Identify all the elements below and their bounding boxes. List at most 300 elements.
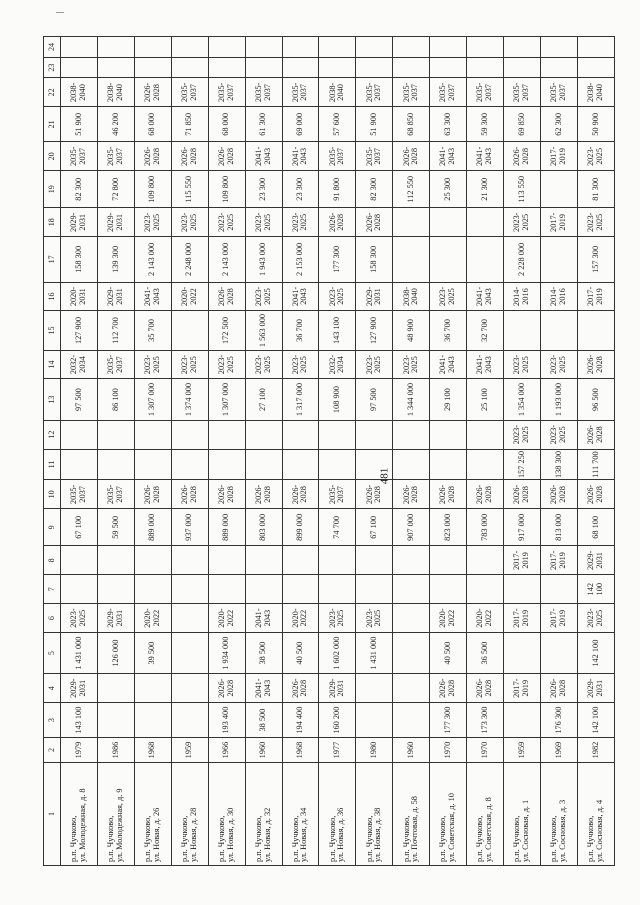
table-cell <box>393 633 430 674</box>
table-cell: 2020- 2022 <box>208 604 245 633</box>
table-cell: 2020- 2022 <box>430 604 467 633</box>
table-cell: 2038- 2040 <box>319 78 356 107</box>
address-cell: р.п. Чучково, ул. Молодежная, д. 8 <box>61 762 98 865</box>
table-cell <box>97 420 134 449</box>
table-cell <box>134 37 171 58</box>
table-row <box>319 37 356 866</box>
table-cell: 69 850 <box>504 107 541 142</box>
table-cell: 803 000 <box>245 509 282 546</box>
table-row <box>540 37 577 866</box>
table-row <box>467 37 504 866</box>
table-cell: 36 700 <box>282 311 319 350</box>
table-cell <box>282 546 319 575</box>
table-cell: 2023- 2025 <box>430 282 467 311</box>
column-header: 9 <box>44 509 61 546</box>
column-header: 6 <box>44 604 61 633</box>
table-cell: 2023- 2025 <box>504 208 541 237</box>
table-cell <box>577 57 614 78</box>
table-cell: 1970 <box>467 738 504 763</box>
table-cell: 2023- 2025 <box>319 604 356 633</box>
table-cell: 2023- 2025 <box>245 350 282 379</box>
page-number: 481 <box>378 467 391 485</box>
table-cell: 1 354 000 <box>504 379 541 420</box>
column-header: 1 <box>44 762 61 865</box>
table-cell: 2029- 2031 <box>577 674 614 703</box>
address-cell: р.п. Чучково, ул. Новая, д. 34 <box>282 762 319 865</box>
table-cell: 172 500 <box>208 311 245 350</box>
table-cell: 1968 <box>282 738 319 763</box>
table-cell <box>319 546 356 575</box>
table-cell: 2029- 2031 <box>97 208 134 237</box>
address-cell: р.п. Чучково, ул. Сосновая, д. 4 <box>577 762 614 865</box>
table-cell: 63 300 <box>430 107 467 142</box>
table-cell: 50 900 <box>577 107 614 142</box>
table-cell <box>282 57 319 78</box>
table-cell: 108 900 <box>319 379 356 420</box>
table-cell: 157 300 <box>577 237 614 282</box>
table-cell <box>467 420 504 449</box>
table-cell: 1 374 000 <box>171 379 208 420</box>
column-header: 15 <box>44 311 61 350</box>
table-cell <box>245 37 282 58</box>
table-cell <box>356 420 393 449</box>
table-cell: 2026- 2028 <box>282 674 319 703</box>
table-cell: 36 500 <box>467 633 504 674</box>
table-cell: 2026- 2028 <box>245 480 282 509</box>
table-cell <box>430 208 467 237</box>
table-cell <box>171 311 208 350</box>
table-cell: 1 317 000 <box>282 379 319 420</box>
table-cell: 39 500 <box>134 633 171 674</box>
table-cell: 1977 <box>319 738 356 763</box>
table-cell: 143 100 <box>61 703 98 738</box>
table-cell: 2026- 2028 <box>540 480 577 509</box>
table-cell <box>540 171 577 208</box>
column-header: 22 <box>44 78 61 107</box>
table-cell <box>171 546 208 575</box>
table-cell <box>171 703 208 738</box>
table-cell: 2038- 2040 <box>577 78 614 107</box>
table-cell: 59 500 <box>97 509 134 546</box>
table-cell <box>171 420 208 449</box>
table-cell: 2023- 2025 <box>245 282 282 311</box>
table-cell: 2035- 2037 <box>467 78 504 107</box>
table-cell: 2041- 2043 <box>134 282 171 311</box>
table-cell: 176 300 <box>540 703 577 738</box>
table-cell: 2035- 2037 <box>430 78 467 107</box>
table-cell <box>97 57 134 78</box>
table-cell: 2017- 2019 <box>540 604 577 633</box>
table-cell: 61 300 <box>245 107 282 142</box>
table-cell <box>430 237 467 282</box>
table-row <box>171 37 208 866</box>
column-header: 24 <box>44 37 61 58</box>
table-cell <box>208 57 245 78</box>
table-cell: 2 143 000 <box>134 237 171 282</box>
table-cell <box>245 57 282 78</box>
table-cell: 2026- 2028 <box>430 674 467 703</box>
table-cell: 74 700 <box>319 509 356 546</box>
table-cell: 2032- 2034 <box>319 350 356 379</box>
table-cell: 91 800 <box>319 171 356 208</box>
table-cell: 2017- 2019 <box>577 282 614 311</box>
table-cell: 1 431 000 <box>356 633 393 674</box>
table-cell <box>356 57 393 78</box>
table-cell: 139 300 <box>97 237 134 282</box>
table-cell <box>577 37 614 58</box>
table-cell: 1 602 000 <box>319 633 356 674</box>
table-cell <box>319 37 356 58</box>
table-cell: 889 000 <box>134 509 171 546</box>
table-cell: 2026- 2028 <box>356 208 393 237</box>
address-cell: р.п. Чучково, ул. Советская, д. 8 <box>467 762 504 865</box>
column-header: 20 <box>44 142 61 171</box>
table-cell: 2023- 2025 <box>356 350 393 379</box>
table-row <box>282 37 319 866</box>
table-cell: 2 248 000 <box>171 237 208 282</box>
table-cell <box>61 57 98 78</box>
table-cell: 35 700 <box>134 311 171 350</box>
table-cell: 2023- 2025 <box>319 282 356 311</box>
table-cell <box>540 311 577 350</box>
table-cell <box>61 546 98 575</box>
table-row <box>577 37 614 866</box>
table-cell: 59 300 <box>467 107 504 142</box>
table-cell: 2035- 2037 <box>319 142 356 171</box>
table-cell: 2023- 2025 <box>134 208 171 237</box>
table-cell: 57 600 <box>319 107 356 142</box>
table-cell <box>467 37 504 58</box>
table-cell: 2026- 2028 <box>134 142 171 171</box>
table-cell <box>134 449 171 480</box>
table-cell <box>208 546 245 575</box>
table-cell: 2038- 2040 <box>97 78 134 107</box>
table-cell: 2035- 2037 <box>356 142 393 171</box>
table-cell: 2035- 2037 <box>356 78 393 107</box>
table-cell: 2026- 2028 <box>504 480 541 509</box>
table-cell <box>282 449 319 480</box>
table-cell: 1 563 000 <box>245 311 282 350</box>
table-cell <box>356 575 393 604</box>
table-cell <box>134 575 171 604</box>
table-cell <box>393 546 430 575</box>
table-cell: 96 500 <box>577 379 614 420</box>
table-cell: 2017- 2019 <box>540 546 577 575</box>
table-cell: 32 700 <box>467 311 504 350</box>
column-header: 10 <box>44 480 61 509</box>
table-cell: 177 300 <box>430 703 467 738</box>
table-cell: 82 300 <box>61 171 98 208</box>
table-cell: 2026- 2028 <box>467 480 504 509</box>
address-cell: р.п. Чучково, ул. Новая, д. 28 <box>171 762 208 865</box>
table-cell <box>430 420 467 449</box>
table-cell: 2035- 2037 <box>208 78 245 107</box>
column-header: 4 <box>44 674 61 703</box>
table-cell: 2038- 2040 <box>393 282 430 311</box>
table-cell <box>540 37 577 58</box>
table-cell: 115 550 <box>171 171 208 208</box>
table-cell: 109 800 <box>134 171 171 208</box>
table-cell: 173 300 <box>467 703 504 738</box>
table-cell: 2 228 000 <box>504 237 541 282</box>
table-cell: 158 300 <box>61 237 98 282</box>
table-cell: 2035- 2037 <box>61 480 98 509</box>
table-row <box>356 37 393 866</box>
table-cell: 783 000 <box>467 509 504 546</box>
column-header: 8 <box>44 546 61 575</box>
table-cell: 1980 <box>356 738 393 763</box>
table-cell: 2029- 2031 <box>319 674 356 703</box>
table-cell <box>393 674 430 703</box>
table-cell: 142 100 <box>577 703 614 738</box>
table-cell <box>393 703 430 738</box>
table-cell: 2026- 2028 <box>577 350 614 379</box>
column-header: 16 <box>44 282 61 311</box>
table-cell: 1959 <box>171 738 208 763</box>
table-cell: 25 100 <box>467 379 504 420</box>
table-cell: 112 700 <box>97 311 134 350</box>
table-cell: 142 100 <box>577 633 614 674</box>
table-cell <box>171 37 208 58</box>
table-cell: 21 300 <box>467 171 504 208</box>
table-cell <box>393 208 430 237</box>
table-cell: 46 200 <box>97 107 134 142</box>
table-cell: 194 400 <box>282 703 319 738</box>
table-cell: 2029- 2031 <box>356 282 393 311</box>
table-cell <box>430 575 467 604</box>
table-cell: 2035- 2037 <box>97 350 134 379</box>
table-cell: 158 300 <box>356 237 393 282</box>
table-cell: 27 100 <box>245 379 282 420</box>
table-cell: 907 000 <box>393 509 430 546</box>
table-cell: 2035- 2037 <box>171 78 208 107</box>
table-cell: 62 300 <box>540 107 577 142</box>
table-cell: 1 307 000 <box>208 379 245 420</box>
table-cell: 2035- 2037 <box>97 480 134 509</box>
table-cell: 127 900 <box>356 311 393 350</box>
table-cell <box>208 575 245 604</box>
table-cell: 2038- 2040 <box>61 78 98 107</box>
table-cell: 68 000 <box>134 107 171 142</box>
table-cell: 2026- 2028 <box>467 674 504 703</box>
table-cell: 40 500 <box>282 633 319 674</box>
table-cell: 2032- 2034 <box>61 350 98 379</box>
table-cell: 51 900 <box>61 107 98 142</box>
table-cell: 2023- 2025 <box>577 604 614 633</box>
table-cell: 2023- 2025 <box>540 350 577 379</box>
table-cell: 2026- 2028 <box>208 282 245 311</box>
table-cell: 2035- 2037 <box>393 78 430 107</box>
table-cell: 2035- 2037 <box>540 78 577 107</box>
table-cell: 1970 <box>430 738 467 763</box>
table-cell: 2020- 2022 <box>282 604 319 633</box>
table-cell: 2026- 2028 <box>356 480 393 509</box>
table-cell <box>245 546 282 575</box>
scan-mark <box>56 12 64 13</box>
table-cell <box>540 633 577 674</box>
table-cell: 2026- 2028 <box>208 674 245 703</box>
table-cell: 1986 <box>97 738 134 763</box>
table-cell: 2023- 2025 <box>208 350 245 379</box>
table-cell: 51 900 <box>356 107 393 142</box>
table-cell: 2020- 2022 <box>134 604 171 633</box>
table-cell: 2029- 2031 <box>577 546 614 575</box>
table-cell <box>504 703 541 738</box>
table-cell: 1960 <box>393 738 430 763</box>
table-cell <box>319 420 356 449</box>
table-cell <box>134 546 171 575</box>
table-cell: 2014- 2016 <box>504 282 541 311</box>
rotated-table-wrapper <box>43 36 615 866</box>
table-cell <box>171 674 208 703</box>
table-cell <box>393 575 430 604</box>
table-cell: 127 900 <box>61 311 98 350</box>
table-cell: 1960 <box>245 738 282 763</box>
table-cell <box>171 575 208 604</box>
table-cell: 1982 <box>577 738 614 763</box>
table-cell <box>61 420 98 449</box>
table-cell <box>430 37 467 58</box>
table-cell <box>319 57 356 78</box>
table-cell: 72 800 <box>97 171 134 208</box>
table-cell <box>577 311 614 350</box>
table-cell: 2020- 2022 <box>467 604 504 633</box>
table-cell: 2026- 2028 <box>577 480 614 509</box>
table-cell: 2026- 2028 <box>577 420 614 449</box>
table-cell: 126 000 <box>97 633 134 674</box>
table-cell <box>467 208 504 237</box>
table-cell: 86 100 <box>97 379 134 420</box>
table-cell <box>356 449 393 480</box>
table-cell: 2029- 2031 <box>97 604 134 633</box>
table-cell: 899 000 <box>282 509 319 546</box>
table-cell: 2026- 2028 <box>393 480 430 509</box>
table-cell: 1 934 000 <box>208 633 245 674</box>
table-cell <box>134 674 171 703</box>
table-cell: 1968 <box>134 738 171 763</box>
table-cell: 97 500 <box>61 379 98 420</box>
table-cell: 2023- 2025 <box>540 420 577 449</box>
table-cell: 193 400 <box>208 703 245 738</box>
table-cell: 2026- 2028 <box>393 142 430 171</box>
table-cell: 68 000 <box>208 107 245 142</box>
table-cell: 40 500 <box>430 633 467 674</box>
table-cell: 2026- 2028 <box>540 674 577 703</box>
table-cell: 38 500 <box>245 703 282 738</box>
table-cell: 1 193 000 <box>540 379 577 420</box>
table-cell: 2026- 2028 <box>208 142 245 171</box>
column-header: 21 <box>44 107 61 142</box>
column-header: 12 <box>44 420 61 449</box>
table-cell <box>467 546 504 575</box>
address-cell: р.п. Чучково, ул. Сосновая, д. 1 <box>504 762 541 865</box>
table-cell: 1979 <box>61 738 98 763</box>
column-header: 23 <box>44 57 61 78</box>
table-cell: 2014- 2016 <box>540 282 577 311</box>
table-cell: 2041- 2043 <box>467 282 504 311</box>
table-cell: 82 300 <box>356 171 393 208</box>
table-cell: 23 300 <box>282 171 319 208</box>
table-cell: 2023- 2025 <box>134 350 171 379</box>
table-cell: 160 200 <box>319 703 356 738</box>
table-cell: 2041- 2043 <box>245 142 282 171</box>
column-header: 7 <box>44 575 61 604</box>
table-cell <box>356 37 393 58</box>
table-cell: 23 300 <box>245 171 282 208</box>
table-cell: 2026- 2028 <box>134 78 171 107</box>
table-cell <box>61 449 98 480</box>
address-cell: р.п. Чучково, ул. Новая, д. 26 <box>134 762 171 865</box>
address-cell: р.п. Чучково, ул. Новая, д. 30 <box>208 762 245 865</box>
table-cell: 823 000 <box>430 509 467 546</box>
table-cell: 2026- 2028 <box>134 480 171 509</box>
table-cell: 2023- 2025 <box>245 208 282 237</box>
table-cell: 68 850 <box>393 107 430 142</box>
table-cell <box>393 420 430 449</box>
table-cell <box>467 449 504 480</box>
table-cell: 1 431 000 <box>61 633 98 674</box>
table-row <box>97 37 134 866</box>
column-header: 13 <box>44 379 61 420</box>
table-cell: 1969 <box>540 738 577 763</box>
table-cell <box>171 449 208 480</box>
table-cell: 2041- 2043 <box>430 350 467 379</box>
table-cell: 67 100 <box>61 509 98 546</box>
table-row <box>393 37 430 866</box>
table-cell: 143 100 <box>319 311 356 350</box>
table-cell: 2041- 2043 <box>467 350 504 379</box>
table-cell: 48 900 <box>393 311 430 350</box>
column-header: 18 <box>44 208 61 237</box>
table-cell: 2041- 2043 <box>245 674 282 703</box>
column-header: 17 <box>44 237 61 282</box>
table-cell <box>97 703 134 738</box>
table-cell <box>393 604 430 633</box>
table-cell: 2026- 2028 <box>504 142 541 171</box>
table-cell: 2026- 2028 <box>171 142 208 171</box>
table-cell: 813 000 <box>540 509 577 546</box>
table-cell <box>61 37 98 58</box>
table-cell: 2041- 2043 <box>430 142 467 171</box>
table-row <box>430 37 467 866</box>
table-cell <box>208 420 245 449</box>
table-cell: 2035- 2037 <box>245 78 282 107</box>
table-cell <box>467 237 504 282</box>
table-cell <box>504 575 541 604</box>
address-cell: р.п. Чучково, ул. Почтовая, д. 58 <box>393 762 430 865</box>
table-cell <box>134 57 171 78</box>
table-cell: 1966 <box>208 738 245 763</box>
table-cell <box>61 575 98 604</box>
table-cell: 25 300 <box>430 171 467 208</box>
table-cell: 2023- 2025 <box>504 350 541 379</box>
table-cell: 2035- 2037 <box>504 78 541 107</box>
table-cell: 113 550 <box>504 171 541 208</box>
table-cell: 2026- 2028 <box>430 480 467 509</box>
table-cell <box>504 633 541 674</box>
address-cell: р.п. Чучково, ул. Сосновая, д. 3 <box>540 762 577 865</box>
address-cell: р.п. Чучково, ул. Новая, д. 38 <box>356 762 393 865</box>
table-cell: 2041- 2043 <box>282 142 319 171</box>
table-cell: 2017- 2019 <box>504 674 541 703</box>
table-cell: 2023- 2025 <box>282 350 319 379</box>
table-cell <box>430 449 467 480</box>
table-cell <box>282 575 319 604</box>
table-cell: 2041- 2043 <box>282 282 319 311</box>
table-cell: 2 143 000 <box>208 237 245 282</box>
table-cell: 2035- 2037 <box>61 142 98 171</box>
header-row <box>44 37 61 866</box>
